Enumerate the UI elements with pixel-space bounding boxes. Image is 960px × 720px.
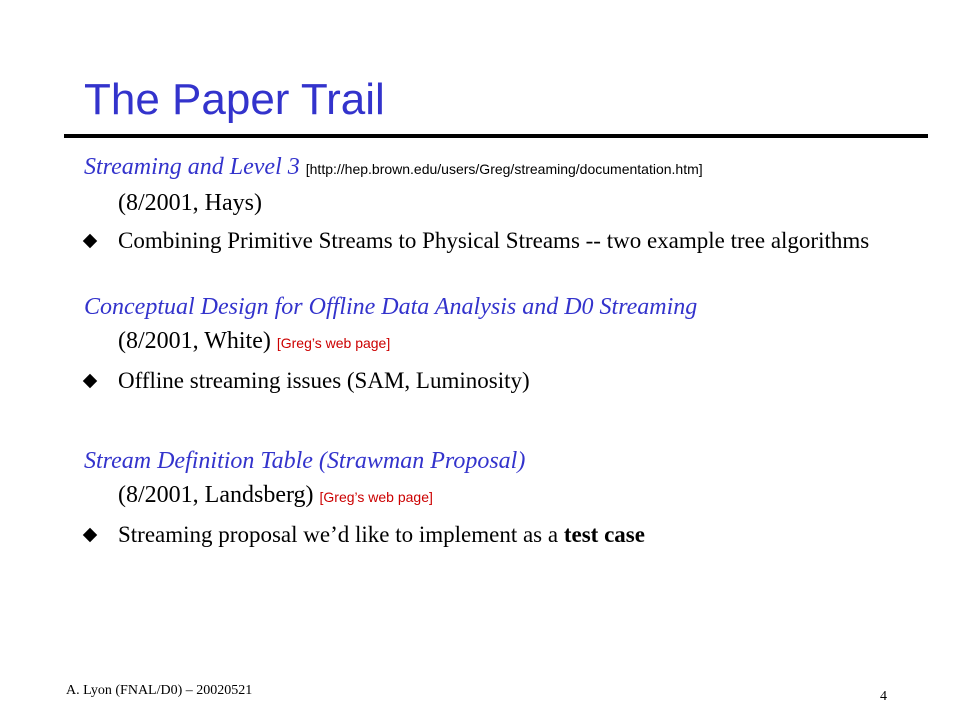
title-underline [64,134,928,138]
item-1-link[interactable]: [http://hep.brown.edu/users/Greg/streaming/documentation.htm] [305,161,703,177]
footer-author-date: A. Lyon (FNAL/D0) – 20020521 [66,683,253,698]
item-2-bullet [84,366,930,396]
item-2-bullet-text: Offline streaming issues (SAM, Luminosity) [118,368,530,393]
item-3-date-author: (8/2001, Landsberg) [118,482,314,508]
item-3-bullet-text: Streaming proposal we’d like to implement as a [118,522,559,547]
diamond-bullet-icon [83,374,97,388]
item-1-title: Streaming and Level 3 [84,154,300,180]
item-3-title: Stream Definition Table (Strawman Proposal) [84,448,526,474]
item-2-date-author: (8/2001, White) [118,328,271,354]
diamond-bullet-icon [83,528,97,542]
item-3-bullet-bold: test case [563,522,645,547]
slide-title: The Paper Trail [84,75,385,124]
item-2-title: Conceptual Design for Offline Data Analysis and D0 Streaming [84,294,698,320]
item-3-bullet [84,520,930,550]
item-2-link[interactable]: [Greg’s web page] [276,335,391,351]
item-1-bullet [84,226,930,256]
item-3-heading [84,444,930,514]
page-number: 4 [880,689,887,704]
slide-content [84,150,930,550]
diamond-bullet-icon [83,234,97,248]
item-1-date-author: (8/2001, Hays) [118,190,262,216]
item-3-link[interactable]: [Greg’s web page] [319,489,433,505]
item-2-heading [84,290,930,360]
item-1-heading [84,150,930,220]
item-1-bullet-text: Combining Primitive Streams to Physical Streams -- two example tree algorithms [118,228,870,253]
